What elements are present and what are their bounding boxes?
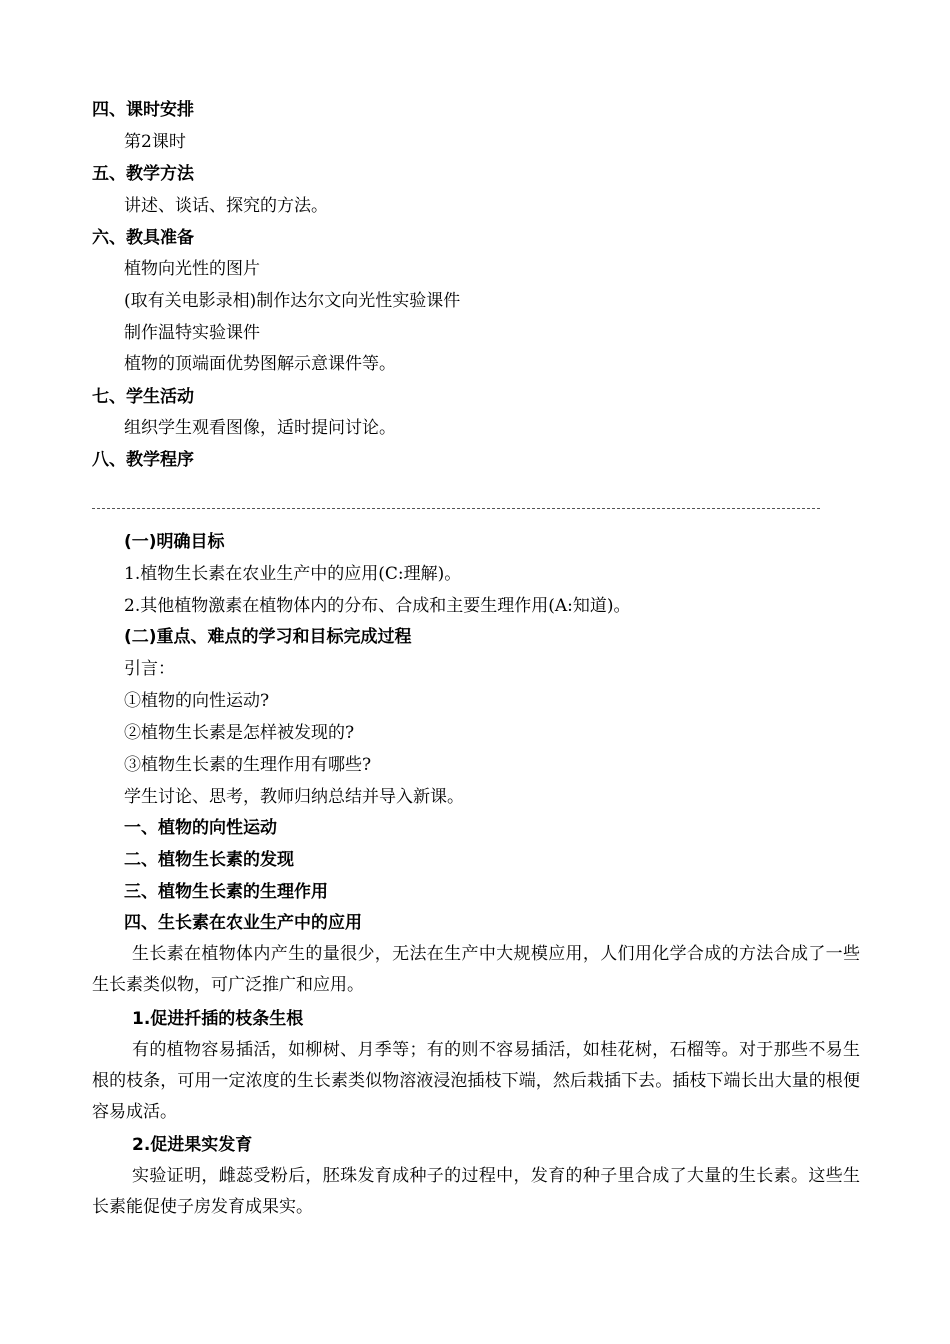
materials-item: 植物向光性的图片	[124, 259, 260, 279]
question-item: ②植物生长素是怎样被发现的?	[124, 723, 355, 743]
subheading-fruit: 2.促进果实发育	[132, 1135, 253, 1155]
section-heading-activities: 七、学生活动	[92, 387, 194, 407]
question-item: ③植物生长素的生理作用有哪些?	[124, 755, 372, 775]
schedule-text: 第2课时	[124, 132, 186, 152]
goals-heading: (一)明确目标	[124, 532, 225, 552]
subheading-rooting: 1.促进扦插的枝条生根	[132, 1009, 304, 1029]
section-heading-schedule: 四、课时安排	[92, 100, 194, 120]
goal-item: 1.植物生长素在农业生产中的应用(C:理解)。	[124, 564, 462, 584]
materials-item: (取有关电影录相)制作达尔文向光性实验课件	[124, 291, 461, 311]
paragraph-rooting: 有的植物容易插活，如柳树、月季等；有的则不容易插活，如桂花树，石榴等。对于那些不易生根的枝条，可用一定浓度的生长素类似物溶液浸泡插枝下端，然后栽插下去。插枝下端长出大量的根便容易成活。	[92, 1040, 860, 1122]
section-heading-method: 五、教学方法	[92, 164, 194, 184]
topic-heading: 四、生长素在农业生产中的应用	[124, 913, 362, 933]
goal-item: 2.其他植物激素在植物体内的分布、合成和主要生理作用(A:知道)。	[124, 596, 631, 616]
materials-item: 制作温特实验课件	[124, 323, 260, 343]
activities-text: 组织学生观看图像，适时提问讨论。	[124, 418, 396, 438]
topic-heading: 二、植物生长素的发现	[124, 850, 294, 870]
intro-conclusion: 学生讨论、思考，教师归纳总结并导入新课。	[124, 787, 464, 807]
materials-item: 植物的顶端面优势图解示意课件等。	[124, 354, 396, 374]
section-heading-procedure: 八、教学程序	[92, 450, 194, 470]
section-heading-materials: 六、教具准备	[92, 228, 194, 248]
topic-heading: 一、植物的向性运动	[124, 818, 277, 838]
dashed-divider	[92, 508, 820, 509]
process-heading: (二)重点、难点的学习和目标完成过程	[124, 627, 412, 647]
topic-heading: 三、植物生长素的生理作用	[124, 882, 328, 902]
question-item: ①植物的向性运动?	[124, 691, 270, 711]
paragraph-fruit: 实验证明，雌蕊受粉后，胚珠发育成种子的过程中，发育的种子里合成了大量的生长素。这些生长素能促使子房发育成果实。	[92, 1166, 860, 1217]
paragraph-synthetic-auxin: 生长素在植物体内产生的量很少，无法在生产中大规模应用，人们用化学合成的方法合成了一些生长素类似物，可广泛推广和应用。	[92, 944, 860, 995]
method-text: 讲述、谈话、探究的方法。	[124, 196, 328, 216]
intro-label: 引言：	[124, 659, 175, 679]
